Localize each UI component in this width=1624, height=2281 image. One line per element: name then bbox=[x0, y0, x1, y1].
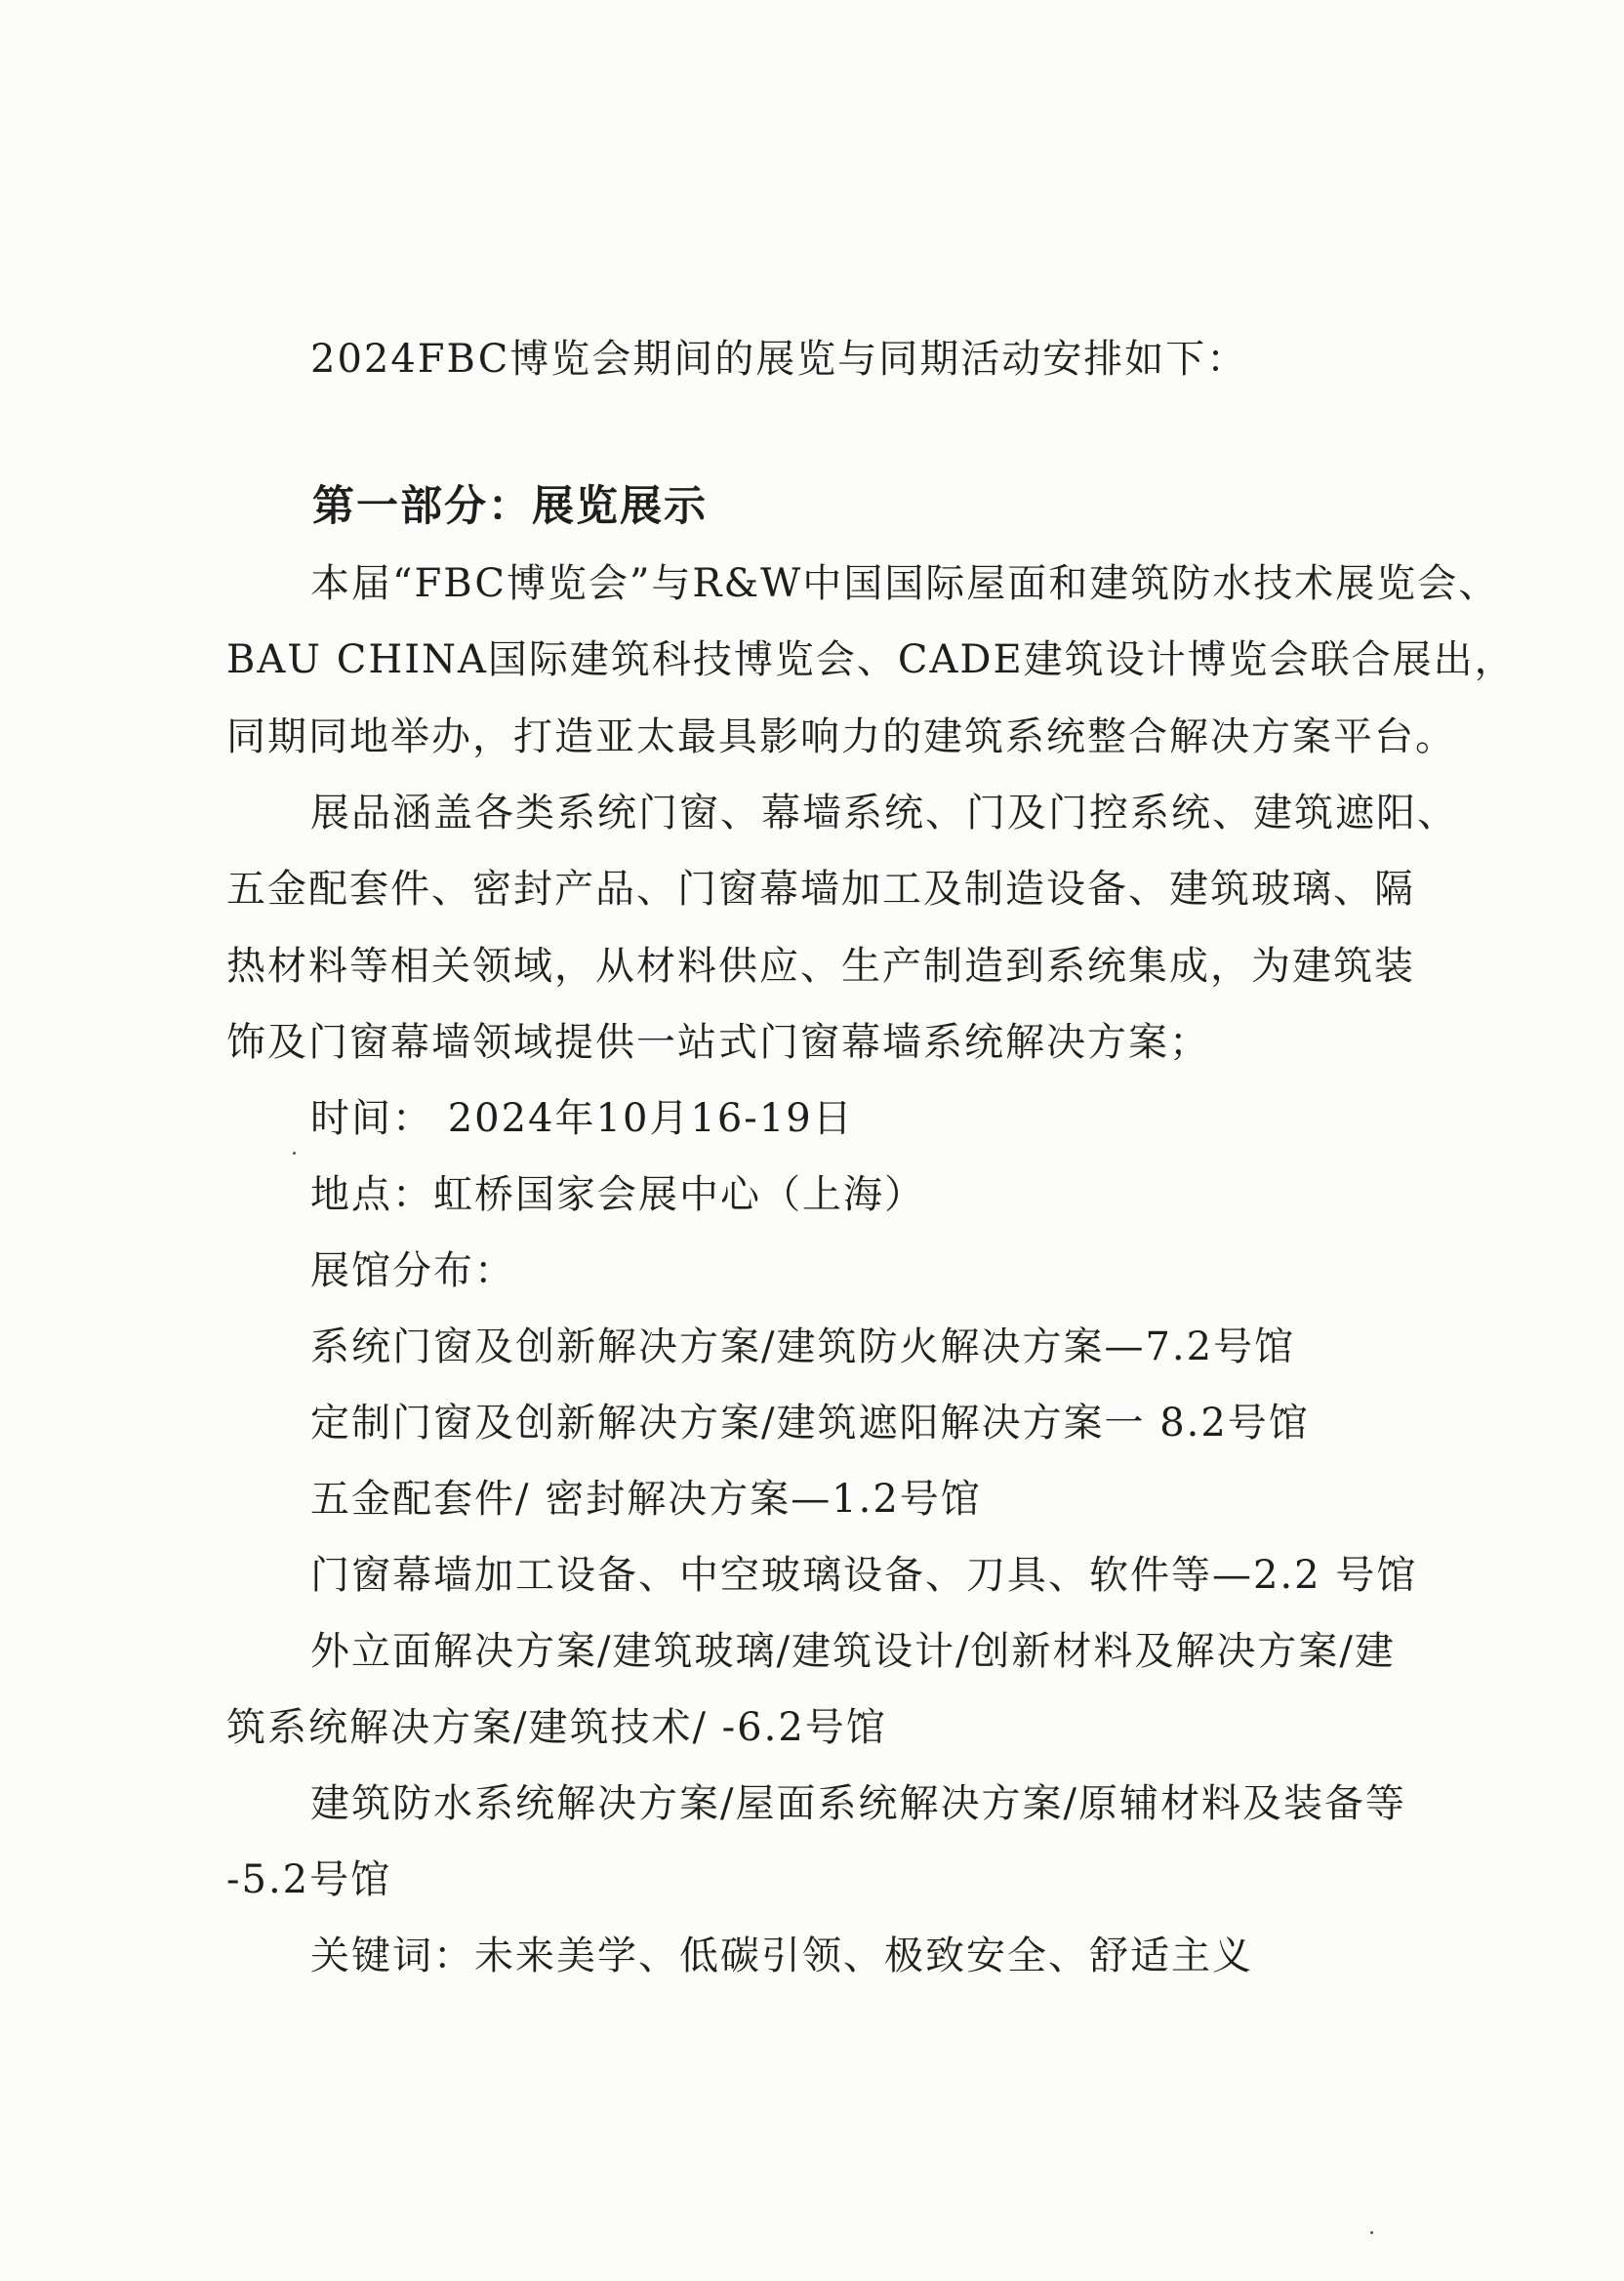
halls-label: 展馆分布： bbox=[310, 1248, 515, 1293]
event-location: 地点：虹桥国家会展中心（上海） bbox=[310, 1172, 925, 1217]
hall-item: 系统门窗及创新解决方案/建筑防火解决方案—7.2号馆 bbox=[310, 1324, 1296, 1369]
scan-speck bbox=[293, 1152, 296, 1155]
paragraph-line: 同期同地举办，打造亚太最具影响力的建筑系统整合解决方案平台。 bbox=[226, 714, 1456, 759]
hall-item: 定制门窗及创新解决方案/建筑遮阳解决方案一 8.2号馆 bbox=[310, 1401, 1310, 1446]
hall-item: 外立面解决方案/建筑玻璃/建筑设计/创新材料及解决方案/建 bbox=[310, 1629, 1396, 1674]
section-heading: 第一部分：展览展示 bbox=[312, 482, 708, 531]
hall-item-continued: -5.2号馆 bbox=[226, 1857, 392, 1902]
event-time: 时间： 2024年10月16-19日 bbox=[310, 1096, 854, 1141]
intro-line: 2024FBC博览会期间的展览与同期活动安排如下： bbox=[310, 337, 1248, 382]
hall-item: 五金配套件/ 密封解决方案—1.2号馆 bbox=[310, 1477, 982, 1522]
scan-speck bbox=[1370, 2231, 1373, 2234]
hall-item-continued: 筑系统解决方案/建筑技术/ -6.2号馆 bbox=[226, 1705, 887, 1750]
paragraph-line: 热材料等相关领域，从材料供应、生产制造到系统集成，为建筑装 bbox=[226, 944, 1415, 989]
paragraph-line: 本届“FBC博览会”与R&W中国国际屋面和建筑防水技术展览会、 bbox=[310, 561, 1500, 606]
hall-item: 门窗幕墙加工设备、中空玻璃设备、刀具、软件等—2.2 号馆 bbox=[310, 1553, 1418, 1598]
hall-item: 建筑防水系统解决方案/屋面系统解决方案/原辅材料及装备等 bbox=[310, 1781, 1406, 1826]
paragraph-line: 五金配套件、密封产品、门窗幕墙加工及制造设备、建筑玻璃、隔 bbox=[226, 867, 1415, 912]
paragraph-line: BAU CHINA国际建筑科技博览会、CADE建筑设计博览会联合展出， bbox=[226, 637, 1516, 682]
paragraph-line: 饰及门窗幕墙领域提供一站式门窗幕墙系统解决方案； bbox=[226, 1020, 1210, 1065]
paragraph-line: 展品涵盖各类系统门窗、幕墙系统、门及门控系统、建筑遮阳、 bbox=[310, 791, 1458, 835]
keywords-line: 关键词：未来美学、低碳引领、极致安全、舒适主义 bbox=[310, 1934, 1253, 1978]
